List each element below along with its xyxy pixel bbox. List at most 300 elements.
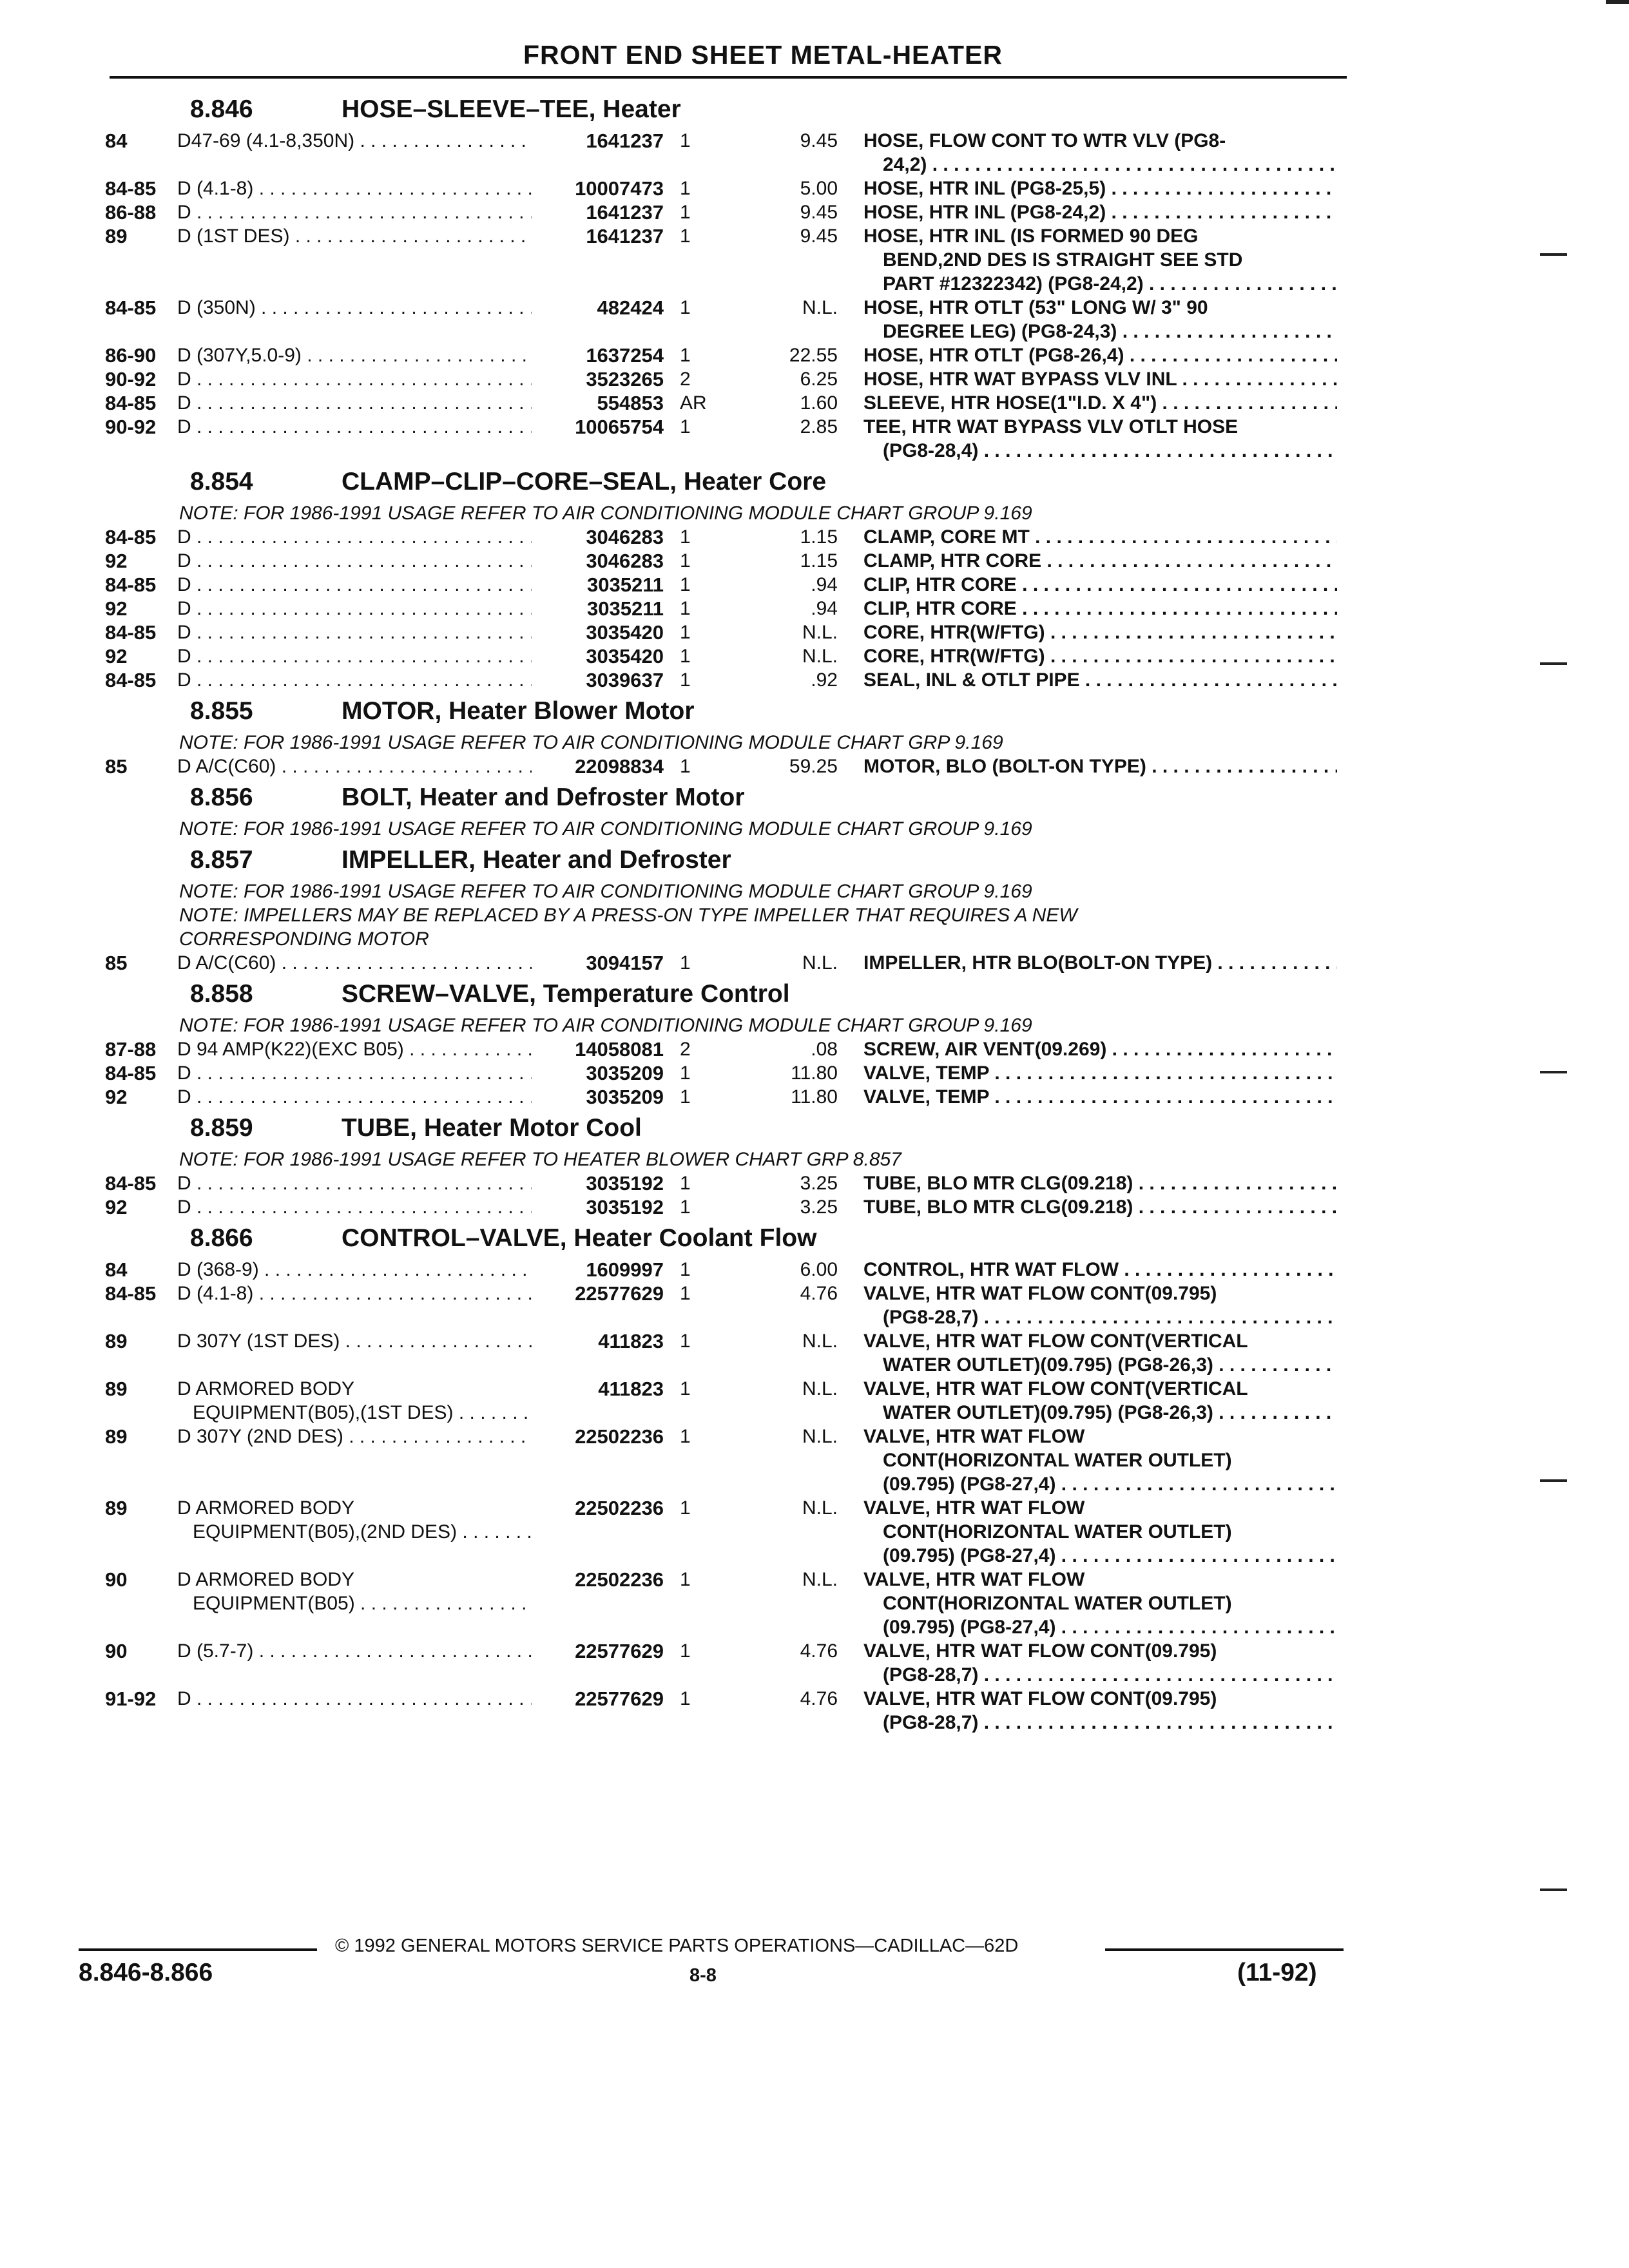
part-row [0,754,1629,778]
section-title: IMPELLER, Heater and Defroster [342,846,731,874]
model-years: 90 [105,1568,128,1591]
part-number: 1641237 [586,130,664,152]
usage-description [177,1687,532,1711]
section-heading [0,846,1629,879]
model-years: 86-88 [105,201,157,224]
usage-description [177,224,532,248]
part-number: 411823 [598,1330,664,1352]
part-name [863,415,1337,463]
section-title: TUBE, Heater Motor Cool [342,1114,642,1142]
usage-line: D . . . [177,391,532,415]
usage-line: D . . . [177,620,532,644]
section-title: SCREW–VALVE, Temperature Control [342,980,790,1008]
usage-description [177,415,532,439]
footer-page-number: 8-8 [689,1965,717,1986]
margin-tick [1540,1888,1567,1891]
quantity: 1 [680,178,691,199]
quantity: 1 [680,1331,691,1352]
part-row [0,1496,1629,1568]
margin-tick [1540,1071,1567,1073]
price: N.L. [802,952,838,974]
quantity: 1 [680,226,691,247]
part-name [863,549,1337,573]
quantity: 1 [680,669,691,691]
part-name-line: MOTOR, BLO (BOLT-ON TYPE) . . . [863,754,1337,778]
model-years: 84-85 [105,669,157,691]
quantity: 1 [680,550,691,572]
part-row [0,1329,1629,1377]
usage-description [177,754,532,778]
model-years: 84-85 [105,296,157,319]
part-name-line: (PG8-28,4) . . . [863,439,1337,463]
part-row [0,1282,1629,1329]
usage-description [177,1085,532,1109]
price: 3.25 [800,1173,838,1194]
usage-description [177,1282,532,1305]
part-name-line: CONT(HORIZONTAL WATER OUTLET) [883,1521,1232,1542]
part-number: 3039637 [586,669,664,691]
usage-description [177,1195,532,1219]
quantity: 2 [680,369,691,390]
quantity: 1 [680,526,691,548]
part-name [863,644,1337,668]
part-number: 554853 [597,392,664,414]
part-name [863,1195,1337,1219]
usage-line: D . . . [177,1061,532,1085]
part-name-line: VALVE, HTR WAT FLOW [863,1497,1085,1519]
part-name-line: (PG8-28,7) . . . [863,1663,1337,1687]
part-name-line: DEGREE LEG) (PG8-24,3) . . . [863,320,1337,343]
model-years: 89 [105,225,128,247]
usage-description [177,1639,532,1663]
part-name [863,1568,1337,1639]
usage-line: D . . . [177,1171,532,1195]
margin-tick [1540,1479,1567,1482]
price: N.L. [802,646,838,667]
price: 11.80 [791,1062,838,1084]
price: 59.25 [789,756,838,777]
price: N.L. [802,1331,838,1352]
price: 1.15 [800,526,838,548]
price: .08 [811,1039,838,1060]
part-number: 3035192 [586,1196,664,1218]
part-name-line: PART #12322342) (PG8-24,2) . . . [863,272,1337,296]
part-name [863,129,1337,177]
footer-copyright: © 1992 GENERAL MOTORS SERVICE PARTS OPERATIONS—CADILLAC—62D [335,1936,1019,1956]
section-heading [0,980,1629,1014]
usage-line: D ARMORED BODY [177,1378,355,1399]
part-name [863,754,1337,778]
price: 6.25 [800,369,838,390]
parts-section [0,980,1629,1109]
part-name [863,1425,1337,1496]
part-name-line: SLEEVE, HTR HOSE(1"I.D. X 4") . . . [863,391,1337,415]
part-number: 1637254 [586,344,664,367]
part-row [0,391,1629,415]
part-name-line: CORE, HTR(W/FTG) . . . [863,620,1337,644]
section-heading [0,1224,1629,1258]
part-number: 22577629 [575,1640,664,1662]
footer-rule-right [1105,1948,1344,1951]
part-name-line: VALVE, HTR WAT FLOW CONT(09.795) [863,1640,1217,1662]
price: 9.45 [800,226,838,247]
part-number: 1641237 [586,201,664,224]
part-number: 3035211 [587,597,664,620]
part-name [863,224,1337,296]
section-note: NOTE: FOR 1986-1991 USAGE REFER TO AIR CONDITIONING MODULE CHART GRP 9.169 [179,732,1003,753]
usage-description [177,1171,532,1195]
part-name [863,668,1337,692]
part-name [863,1171,1337,1195]
parts-sections [0,90,1629,1735]
usage-line: D 94 AMP(K22)(EXC B05) . . . [177,1037,532,1061]
usage-line: EQUIPMENT(B05),(1ST DES) . . . [177,1401,532,1425]
usage-description [177,343,532,367]
part-row [0,549,1629,573]
usage-line: D 307Y (1ST DES) . . . [177,1329,532,1353]
parts-section [0,846,1629,975]
price: .92 [811,669,838,691]
section-heading [0,697,1629,731]
footer-section-range: 8.846-8.866 [79,1959,213,1986]
part-name-line: VALVE, HTR WAT FLOW CONT(VERTICAL [863,1331,1248,1352]
quantity: 2 [680,1039,691,1060]
part-number: 3035209 [586,1086,664,1108]
part-number: 22502236 [575,1568,664,1591]
usage-description [177,1037,532,1061]
part-row [0,129,1629,177]
part-number: 3035192 [586,1172,664,1195]
part-name-line: (PG8-28,7) . . . [863,1305,1337,1329]
model-years: 92 [105,550,128,572]
usage-description [177,549,532,573]
section-heading [0,1114,1629,1148]
model-years: 91-92 [105,1687,157,1710]
price: 4.76 [800,1640,838,1662]
part-row [0,1258,1629,1282]
part-name [863,1687,1337,1735]
part-name [863,525,1337,549]
part-name-line: (PG8-28,7) . . . [863,1711,1337,1735]
model-years: 92 [105,597,128,620]
part-name [863,1258,1337,1282]
price: N.L. [802,1569,838,1590]
quantity: 1 [680,952,691,974]
part-name [863,1377,1337,1425]
usage-line: EQUIPMENT(B05),(2ND DES) . . . [177,1520,532,1544]
quantity: 1 [680,345,691,366]
page-corner-mark [1606,0,1629,4]
part-row [0,644,1629,668]
part-name-line: HOSE, HTR INL (PG8-24,2) . . . [863,200,1337,224]
part-row [0,1037,1629,1061]
usage-description [177,644,532,668]
price: 6.00 [800,1259,838,1280]
price: 9.45 [800,202,838,223]
part-row [0,415,1629,463]
part-row [0,367,1629,391]
price: 22.55 [789,345,838,366]
quantity: 1 [680,1283,691,1304]
quantity: 1 [680,1173,691,1194]
quantity: 1 [680,646,691,667]
part-name-line: (09.795) (PG8-27,4) . . . [863,1544,1337,1568]
part-name-line: TUBE, BLO MTR CLG(09.218) . . . [863,1195,1337,1219]
usage-line: D . . . [177,415,532,439]
section-title: MOTOR, Heater Blower Motor [342,697,695,725]
usage-line: D A/C(C60) . . . [177,951,532,975]
price: 9.45 [800,130,838,151]
part-row [0,525,1629,549]
section-title: CLAMP–CLIP–CORE–SEAL, Heater Core [342,468,827,495]
model-years: 84-85 [105,573,157,596]
part-name-line: VALVE, HTR WAT FLOW CONT(09.795) [863,1283,1217,1304]
usage-description [177,391,532,415]
header-rule [110,76,1347,79]
model-years: 87-88 [105,1038,157,1061]
part-name-line: SCREW, AIR VENT(09.269) . . . [863,1037,1337,1061]
section-number: 8.859 [190,1114,253,1142]
part-name [863,391,1337,415]
part-row [0,668,1629,692]
price: N.L. [802,1378,838,1399]
part-row [0,1568,1629,1639]
part-name-line: TEE, HTR WAT BYPASS VLV OTLT HOSE [863,416,1239,437]
usage-description [177,620,532,644]
quantity: 1 [680,1259,691,1280]
model-years: 90-92 [105,368,157,390]
part-name-line: HOSE, HTR OTLT (PG8-26,4) . . . [863,343,1337,367]
part-row [0,1195,1629,1219]
part-row [0,1425,1629,1496]
part-number: 411823 [598,1378,664,1400]
part-row [0,1687,1629,1735]
quantity: 1 [680,416,691,437]
quantity: 1 [680,574,691,595]
price: 2.85 [800,416,838,437]
price: N.L. [802,1497,838,1519]
section-number: 8.856 [190,783,253,811]
part-name [863,343,1337,367]
part-name-line: CLIP, HTR CORE . . . [863,597,1337,620]
page-header-title: FRONT END SHEET METAL-HEATER [523,40,1003,70]
part-row [0,1085,1629,1109]
section-note: NOTE: FOR 1986-1991 USAGE REFER TO AIR CONDITIONING MODULE CHART GROUP 9.169 [179,1015,1032,1036]
part-name [863,1061,1337,1085]
section-note: NOTE: FOR 1986-1991 USAGE REFER TO HEATER BLOWER CHART GRP 8.857 [179,1149,901,1170]
section-note: NOTE: FOR 1986-1991 USAGE REFER TO AIR CONDITIONING MODULE CHART GROUP 9.169 [179,881,1032,902]
usage-description [177,177,532,200]
parts-section [0,1114,1629,1219]
part-row [0,951,1629,975]
model-years: 85 [105,952,128,974]
part-name-line: CONTROL, HTR WAT FLOW . . . [863,1258,1337,1282]
usage-description [177,1377,532,1425]
model-years: 89 [105,1425,128,1448]
part-name [863,296,1337,343]
parts-section [0,95,1629,463]
quantity: 1 [680,1688,691,1709]
section-title: CONTROL–VALVE, Heater Coolant Flow [342,1224,817,1252]
model-years: 84-85 [105,1282,157,1305]
part-name-line: VALVE, HTR WAT FLOW CONT(09.795) [863,1688,1217,1709]
usage-line: D (1ST DES) . . . [177,224,532,248]
part-name-line: WATER OUTLET)(09.795) (PG8-26,3) . . . [863,1401,1337,1425]
usage-description [177,525,532,549]
part-name-line: CONT(HORIZONTAL WATER OUTLET) [883,1593,1232,1614]
section-note: CORRESPONDING MOTOR [179,928,429,950]
part-row [0,1639,1629,1687]
quantity: 1 [680,1640,691,1662]
part-name-line: SEAL, INL & OTLT PIPE . . . [863,668,1337,692]
model-years: 84-85 [105,177,157,200]
usage-description [177,1568,532,1615]
section-number: 8.854 [190,468,253,495]
price: .94 [811,598,838,619]
section-number: 8.846 [190,95,253,123]
usage-line: D A/C(C60) . . . [177,754,532,778]
part-name [863,367,1337,391]
footer-date: (11-92) [1237,1959,1317,1986]
part-name-line: 24,2) . . . [863,153,1337,177]
usage-line: D . . . [177,1195,532,1219]
part-name-line: HOSE, HTR OTLT (53" LONG W/ 3" 90 [863,297,1208,318]
part-name-line: CONT(HORIZONTAL WATER OUTLET) [883,1450,1232,1471]
part-name-line: (09.795) (PG8-27,4) . . . [863,1615,1337,1639]
model-years: 84-85 [105,621,157,644]
usage-description [177,1329,532,1353]
usage-description [177,296,532,320]
usage-description [177,951,532,975]
section-number: 8.858 [190,980,253,1008]
model-years: 92 [105,645,128,668]
quantity: 1 [680,1426,691,1447]
price: N.L. [802,1426,838,1447]
part-number: 3035420 [586,645,664,668]
model-years: 89 [105,1378,128,1400]
part-number: 10007473 [575,177,664,200]
quantity: 1 [680,1196,691,1218]
part-number: 3094157 [586,952,664,974]
part-name [863,1329,1337,1377]
section-note: NOTE: FOR 1986-1991 USAGE REFER TO AIR CONDITIONING MODULE CHART GROUP 9.169 [179,818,1032,840]
part-number: 3035209 [586,1062,664,1084]
quantity: 1 [680,1062,691,1084]
quantity: 1 [680,202,691,223]
part-name [863,1282,1337,1329]
section-number: 8.857 [190,846,253,874]
section-note: NOTE: FOR 1986-1991 USAGE REFER TO AIR CONDITIONING MODULE CHART GROUP 9.169 [179,503,1032,524]
part-number: 3035420 [586,621,664,644]
model-years: 92 [105,1196,128,1218]
part-name-line: VALVE, TEMP . . . [863,1061,1337,1085]
part-name-line: VALVE, HTR WAT FLOW [863,1426,1085,1447]
part-name [863,200,1337,224]
usage-line: D . . . [177,1687,532,1711]
part-number: 10065754 [575,416,664,438]
part-number: 3046283 [586,550,664,572]
section-heading [0,783,1629,817]
part-name-line: VALVE, HTR WAT FLOW CONT(VERTICAL [863,1378,1248,1399]
model-years: 84 [105,1258,128,1281]
section-title: HOSE–SLEEVE–TEE, Heater [342,95,681,123]
part-row [0,177,1629,200]
quantity: 1 [680,622,691,643]
usage-line: D . . . [177,200,532,224]
part-name-line: BEND,2ND DES IS STRAIGHT SEE STD [883,249,1243,271]
parts-section [0,697,1629,778]
price: 5.00 [800,178,838,199]
usage-line: D . . . [177,525,532,549]
usage-line: D . . . [177,597,532,620]
quantity: 1 [680,756,691,777]
quantity: AR [680,392,707,414]
price: 1.15 [800,550,838,572]
part-number: 22502236 [575,1425,664,1448]
part-name-line: VALVE, HTR WAT FLOW [863,1569,1085,1590]
model-years: 84-85 [105,526,157,548]
part-name-line: TUBE, BLO MTR CLG(09.218) . . . [863,1171,1337,1195]
model-years: 90 [105,1640,128,1662]
usage-line: D . . . [177,367,532,391]
model-years: 92 [105,1086,128,1108]
model-years: 84 [105,130,128,152]
part-name-line: CLAMP, CORE MT . . . [863,525,1337,549]
quantity: 1 [680,598,691,619]
margin-tick [1540,253,1567,256]
part-number: 3046283 [586,526,664,548]
usage-line: D . . . [177,1085,532,1109]
part-row [0,1061,1629,1085]
usage-line: D47-69 (4.1-8,350N) . . . [177,129,532,153]
part-number: 1609997 [586,1258,664,1281]
usage-line: D (5.7-7) . . . [177,1639,532,1663]
part-number: 22577629 [575,1282,664,1305]
usage-line: D (368-9) . . . [177,1258,532,1282]
quantity: 1 [680,1569,691,1590]
quantity: 1 [680,1378,691,1399]
usage-line: D (4.1-8) . . . [177,177,532,200]
price: 3.25 [800,1196,838,1218]
model-years: 84-85 [105,1062,157,1084]
usage-description [177,597,532,620]
price: .94 [811,574,838,595]
part-number: 22577629 [575,1687,664,1710]
part-row [0,224,1629,296]
usage-description [177,129,532,153]
part-name-line: HOSE, HTR WAT BYPASS VLV INL . . . [863,367,1337,391]
usage-line: D . . . [177,668,532,692]
usage-line: D (307Y,5.0-9) . . . [177,343,532,367]
part-row [0,573,1629,597]
part-row [0,1171,1629,1195]
part-name [863,620,1337,644]
quantity: 1 [680,130,691,151]
part-name [863,177,1337,200]
usage-description [177,1258,532,1282]
part-name-line: CLAMP, HTR CORE . . . [863,549,1337,573]
part-row [0,200,1629,224]
part-name [863,951,1337,975]
price: 1.60 [800,392,838,414]
quantity: 1 [680,297,691,318]
usage-description [177,1425,532,1448]
part-name-line: HOSE, FLOW CONT TO WTR VLV (PG8- [863,130,1226,151]
usage-line: D ARMORED BODY [177,1569,355,1590]
part-name-line: IMPELLER, HTR BLO(BOLT-ON TYPE) . . . [863,951,1337,975]
part-number: 14058081 [575,1038,664,1061]
part-number: 22098834 [575,755,664,778]
